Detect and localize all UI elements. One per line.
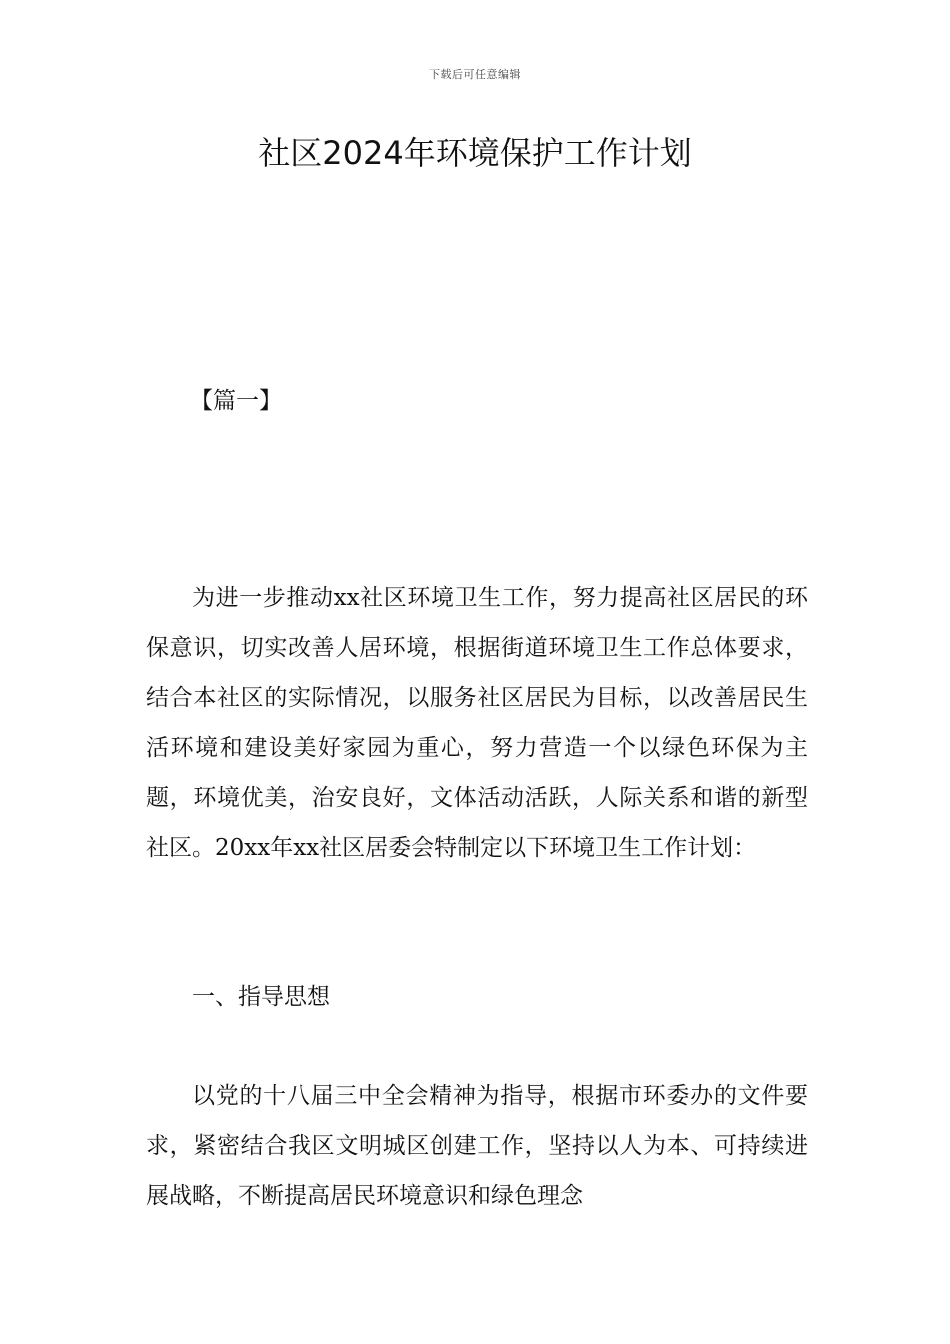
- paragraph-intro: [146, 573, 808, 873]
- section-mark: 【篇一】: [190, 388, 282, 414]
- paragraph-intro-text: 为进一步推动xx社区环境卫生工作，努力提高社区居民的环保意识，切实改善人居环境，根据街道环境卫生工作总体要求，结合本社区的实际情况，以服务社区居民为目标，以改善居民生活环境和建设美好家园为重心，努力营造一个以绿色环保为主题，环境优美，治安良好，文体活动活跃，人际关系和谐的新型社区。20xx年xx社区居委会特制定以下环境卫生工作计划：: [146, 585, 808, 861]
- section-heading-text: 一、指导思想: [192, 984, 330, 1010]
- header-note: 下载后可任意编辑: [429, 68, 521, 81]
- document-title: 社区2024年环境保护工作计划: [258, 134, 692, 172]
- section-heading-guiding-thought: [146, 972, 808, 1022]
- paragraph-guiding-thought-text: 以党的十八届三中全会精神为指导，根据市环委办的文件要求，紧密结合我区文明城区创建工作，坚持以人为本、可持续进展战略，不断提高居民环境意识和绿色理念: [146, 1083, 808, 1209]
- paragraph-guiding-thought: [146, 1071, 808, 1221]
